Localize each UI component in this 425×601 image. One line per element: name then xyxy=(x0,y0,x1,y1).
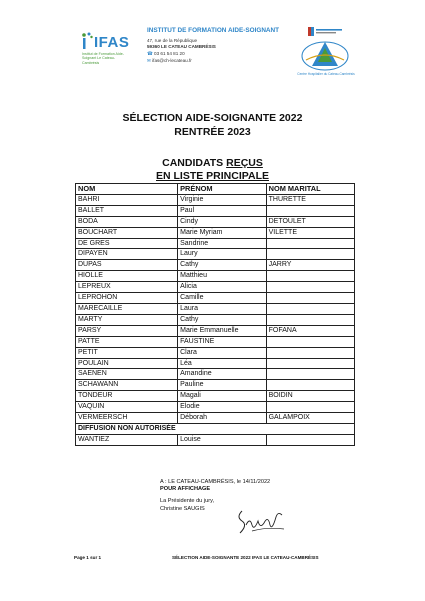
table-row xyxy=(76,282,355,293)
cell-nom-marital xyxy=(266,271,354,282)
email-address[interactable]: ifas@ch-lecateau.fr xyxy=(152,58,192,63)
cell-prenom: Sandrine xyxy=(178,238,266,249)
jury-president-name: Christine SAUGIS xyxy=(160,505,205,512)
table-row xyxy=(76,249,355,260)
cell-nom: DUPAS xyxy=(76,260,178,271)
cell-nom: BODA xyxy=(76,216,178,227)
subtitle-underlined-text: EN LISTE PRINCIPALE xyxy=(156,170,269,182)
cell-nom-marital xyxy=(266,347,354,358)
column-header-prenom: PRÉNOM xyxy=(178,184,266,195)
cell-nom: MARTY xyxy=(76,314,178,325)
cell-nom: BALLET xyxy=(76,205,178,216)
footer-document-title: SÉLECTION AIDE-SOIGNANTE 2022 IFAS LE CATEAU-CAMBRÉSIS xyxy=(172,555,319,560)
cell-nom-marital: JARRY xyxy=(266,260,354,271)
cell-prenom: Magali xyxy=(178,391,266,402)
subtitle-text: CANDIDATS xyxy=(162,157,227,169)
cell-prenom: Cathy xyxy=(178,260,266,271)
cell-nom: BAHRI xyxy=(76,194,178,205)
table-row xyxy=(76,402,355,413)
table-section-row xyxy=(76,423,355,434)
subtitle-underlined-word: REÇUS xyxy=(226,157,263,169)
cell-nom: DE GRES xyxy=(76,238,178,249)
table-row xyxy=(76,194,355,205)
list-subtitle-line-1 xyxy=(0,157,425,169)
table-row xyxy=(76,434,355,445)
cell-nom: WANTIEZ xyxy=(76,434,178,445)
ifas-logo-mark-icon xyxy=(80,32,94,50)
table-row xyxy=(76,216,355,227)
cell-nom-marital xyxy=(266,434,354,445)
cell-prenom: Camille xyxy=(178,293,266,304)
cell-nom-marital: BOIDIN xyxy=(266,391,354,402)
cell-prenom: FAUSTINE xyxy=(178,336,266,347)
cell-nom: BOUCHART xyxy=(76,227,178,238)
cell-prenom: Cathy xyxy=(178,314,266,325)
phone-number: 03 61 54 81 20 xyxy=(154,51,185,56)
section-label: DIFFUSION NON AUTORISÉE xyxy=(76,423,178,434)
cell-nom: PETIT xyxy=(76,347,178,358)
cell-nom-marital xyxy=(266,282,354,293)
candidates-table xyxy=(75,183,355,446)
cell-nom-marital xyxy=(266,358,354,369)
hospital-logo-caption: Centre Hospitalier du Cateau-Cambrésis xyxy=(297,72,355,76)
email-icon: ✉ xyxy=(147,58,151,63)
cell-nom-marital xyxy=(266,303,354,314)
cell-nom: HIOLLE xyxy=(76,271,178,282)
cell-prenom: Paul xyxy=(178,205,266,216)
cell-nom-marital xyxy=(266,238,354,249)
cell-nom: MARECAILLE xyxy=(76,303,178,314)
section-empty-cell xyxy=(178,423,266,434)
cell-nom: SAENEN xyxy=(76,369,178,380)
ifas-logo xyxy=(80,28,130,74)
cell-nom: DIPAYEN xyxy=(76,249,178,260)
letterhead xyxy=(0,0,425,80)
ifas-logo-subtext: Institut de Formation Aide-Soignant Le Cateau-Cambrésis xyxy=(82,52,124,65)
table-row xyxy=(76,238,355,249)
column-header-nom: NOM xyxy=(76,184,178,195)
cell-nom-marital xyxy=(266,336,354,347)
table-row xyxy=(76,369,355,380)
table-row xyxy=(76,336,355,347)
cell-prenom: Virginie xyxy=(178,194,266,205)
region-logo-icon xyxy=(308,27,344,36)
cell-nom: TONDEUR xyxy=(76,391,178,402)
cell-prenom: Pauline xyxy=(178,380,266,391)
cell-prenom: Marie Myriam xyxy=(178,227,266,238)
cell-nom: POULAIN xyxy=(76,358,178,369)
place-date: A : LE CATEAU-CAMBRÉSIS, le 14/11/2022 xyxy=(160,479,271,485)
posting-note: POUR AFFICHAGE xyxy=(160,486,211,493)
handwritten-signature xyxy=(232,503,290,537)
phone-icon: ☎ xyxy=(147,51,153,56)
email-line xyxy=(147,58,192,64)
jury-president-role: La Présidente du jury, xyxy=(160,498,215,505)
table-row xyxy=(76,413,355,424)
table-row xyxy=(76,303,355,314)
cell-prenom: Laura xyxy=(178,303,266,314)
list-subtitle-line-2 xyxy=(0,170,425,182)
table-row xyxy=(76,380,355,391)
cell-nom: LEPROHON xyxy=(76,293,178,304)
cell-nom-marital: THURETTE xyxy=(266,194,354,205)
cell-prenom: Clara xyxy=(178,347,266,358)
cell-nom-marital: GALAMPOIX xyxy=(266,413,354,424)
cell-prenom: Amandine xyxy=(178,369,266,380)
cell-nom-marital: VILETTE xyxy=(266,227,354,238)
cell-prenom: Léa xyxy=(178,358,266,369)
document-title-line-2: RENTRÉE 2023 xyxy=(174,126,251,138)
ifas-logo-text: IFAS xyxy=(94,34,130,51)
table-row xyxy=(76,358,355,369)
cell-prenom: Alicia xyxy=(178,282,266,293)
cell-nom-marital xyxy=(266,205,354,216)
table-row xyxy=(76,227,355,238)
cell-nom: PARSY xyxy=(76,325,178,336)
table-row xyxy=(76,391,355,402)
cell-nom-marital xyxy=(266,314,354,325)
cell-prenom: Marie Emmanuelle xyxy=(178,325,266,336)
cell-nom-marital xyxy=(266,249,354,260)
address-line-1: 47, rue de la République xyxy=(147,38,198,43)
cell-nom-marital: FOFANA xyxy=(266,325,354,336)
address-line-2: 59360 LE CATEAU CAMBRÉSIS xyxy=(147,44,216,49)
cell-prenom: Laury xyxy=(178,249,266,260)
table-row xyxy=(76,271,355,282)
institute-title: INSTITUT DE FORMATION AIDE-SOIGNANT xyxy=(147,27,280,34)
table-row xyxy=(76,347,355,358)
cell-nom: LEPREUX xyxy=(76,282,178,293)
page-number: Page 1 sur 1 xyxy=(74,555,102,560)
table-row xyxy=(76,205,355,216)
cell-nom-marital xyxy=(266,293,354,304)
cell-prenom: Déborah xyxy=(178,413,266,424)
cell-nom-marital: DETOULET xyxy=(266,216,354,227)
section-empty-cell xyxy=(266,423,354,434)
cell-nom-marital xyxy=(266,380,354,391)
table-row xyxy=(76,293,355,304)
cell-nom: SCHAWANN xyxy=(76,380,178,391)
document-title-line-1: SÉLECTION AIDE-SOIGNANTE 2022 xyxy=(122,112,303,124)
cell-nom: PATTE xyxy=(76,336,178,347)
cell-prenom: Louise xyxy=(178,434,266,445)
cell-prenom: Cindy xyxy=(178,216,266,227)
cell-nom: VAQUIN xyxy=(76,402,178,413)
cell-nom: VERMEERSCH xyxy=(76,413,178,424)
column-header-nom-marital: NOM MARITAL xyxy=(266,184,354,195)
hospital-logo-icon xyxy=(300,38,350,72)
cell-prenom: Elodie xyxy=(178,402,266,413)
table-row xyxy=(76,314,355,325)
table-row xyxy=(76,260,355,271)
table-header-row xyxy=(76,184,355,195)
phone-line xyxy=(147,51,185,57)
cell-nom-marital xyxy=(266,402,354,413)
cell-nom-marital xyxy=(266,369,354,380)
table-row xyxy=(76,325,355,336)
cell-prenom: Matthieu xyxy=(178,271,266,282)
